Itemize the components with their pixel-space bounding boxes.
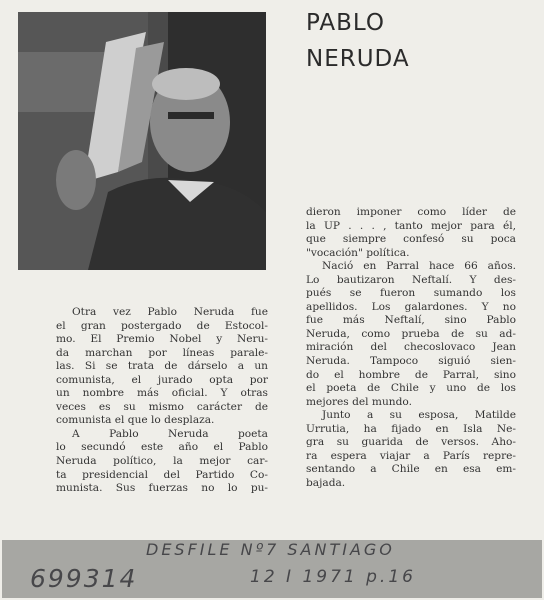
- text-line: fue más Neftalí, sino Pablo: [306, 314, 516, 327]
- text-line: Neruda. Tampoco siguió sien-: [306, 355, 516, 368]
- date-annotation: 12 I 1971 p.16: [250, 567, 416, 587]
- text-line: Neruda, como prueba de su ad-: [306, 327, 516, 340]
- text-line: veces es su mismo carácter de: [56, 400, 268, 413]
- source-annotation: DESFILE Nº7 SANTIAGO: [146, 540, 395, 559]
- text-line: el poeta de Chile y uno de los: [306, 382, 516, 395]
- text-line: dieron imponer como líder de: [306, 206, 516, 218]
- text-line: lo secundó este año el Pablo: [56, 441, 268, 454]
- text-line: da marchan por líneas parale-: [56, 346, 268, 359]
- title-line-1: PABLO: [306, 10, 386, 36]
- text-line: A Pablo Neruda poeta: [72, 427, 268, 440]
- text-line: que siempre confesó su poca: [306, 233, 516, 246]
- text-line: Lo bautizaron Neftalí. Y des-: [306, 273, 516, 286]
- text-line: Junto a su esposa, Matilde: [322, 409, 516, 422]
- text-line: comunista el que lo desplaza.: [56, 414, 215, 427]
- text-line: do el hombre de Parral, sino: [306, 368, 516, 381]
- text-line: Nació en Parral hace 66 años.: [322, 260, 516, 273]
- text-line: apellidos. Los galardones. Y no: [306, 300, 516, 313]
- portrait-photo-icon: [18, 12, 266, 270]
- text-line: comunista, el jurado opta por: [56, 373, 268, 386]
- text-line: mejores del mundo.: [306, 395, 412, 408]
- catalog-number: 699314: [30, 564, 138, 593]
- title-line-2: NERUDA: [306, 45, 410, 72]
- article-text-right-column: [306, 206, 516, 490]
- text-line: la UP . . . , tanto mejor para él,: [306, 219, 516, 232]
- neruda-portrait-photo: [18, 12, 266, 270]
- text-line: un nombre más oficial. Y otras: [56, 387, 268, 400]
- text-line: miración del checoslovaco Jean: [306, 341, 516, 354]
- text-line: Otra vez Pablo Neruda fue: [72, 306, 268, 318]
- text-line: mo. El Premio Nobel y Neru-: [56, 333, 268, 346]
- article-title: [306, 6, 410, 77]
- text-line: bajada.: [306, 476, 346, 489]
- article-text-left-column: [56, 306, 268, 496]
- text-line: pués se fueron sumando los: [306, 287, 516, 300]
- text-line: sentando a Chile en esa em-: [306, 463, 516, 476]
- text-line: ta presidencial del Partido Co-: [56, 468, 268, 481]
- text-line: el gran postergado de Estocol-: [56, 319, 268, 332]
- text-line: ra espera viajar a París repre-: [306, 449, 516, 462]
- text-line: las. Si se trata de dárselo a un: [56, 360, 268, 373]
- text-line: Neruda político, la mejor car-: [56, 455, 268, 468]
- text-line: gra su guarida de versos. Aho-: [306, 436, 516, 449]
- text-line: "vocación" política.: [306, 246, 410, 259]
- text-line: munista. Sus fuerzas no lo pu-: [56, 482, 268, 495]
- text-line: Urrutia, ha fijado en Isla Ne-: [306, 422, 516, 435]
